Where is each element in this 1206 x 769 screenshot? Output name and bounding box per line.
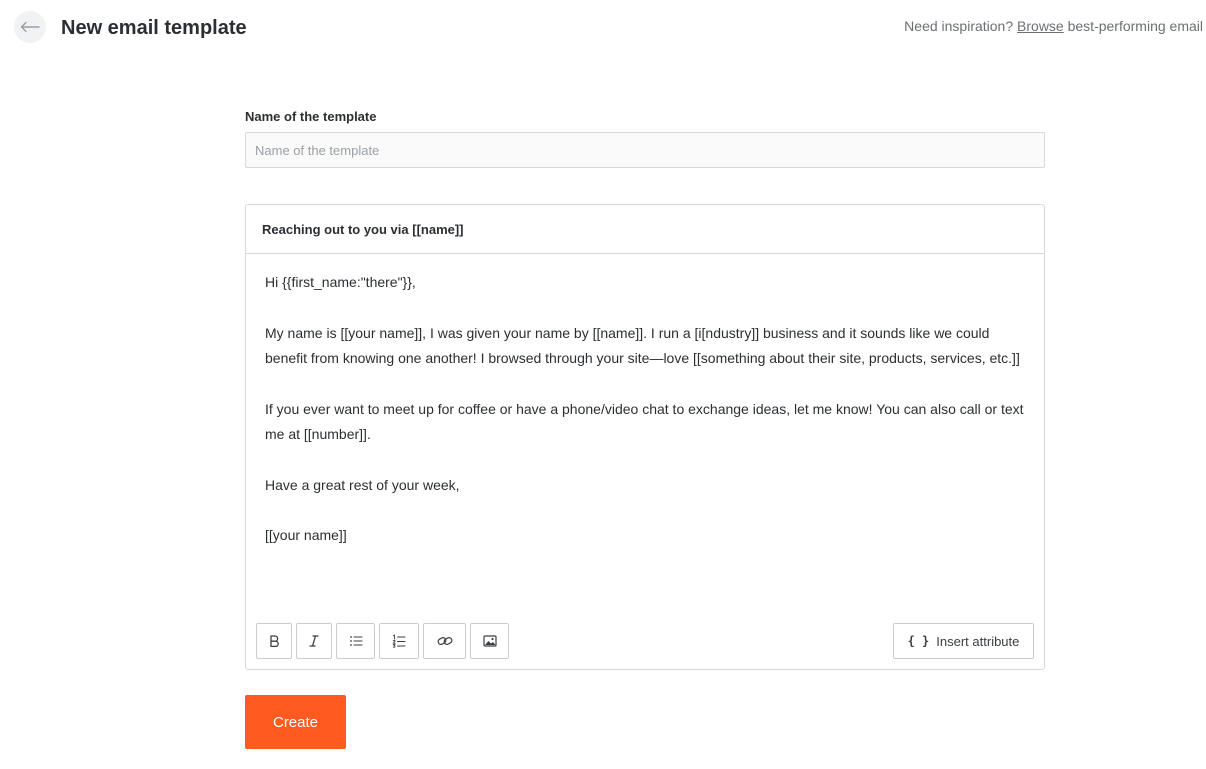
arrow-left-icon [20, 21, 40, 33]
back-button[interactable] [14, 11, 46, 43]
template-name-label: Name of the template [245, 109, 377, 124]
numbered-list-icon [392, 634, 406, 648]
browse-link[interactable]: Browse [1017, 18, 1064, 34]
image-icon [483, 634, 497, 648]
bold-icon [267, 634, 281, 648]
editor-toolbar [256, 623, 1034, 659]
inspiration-text [904, 17, 1203, 35]
body-paragraph: Hi {{first_name:"there"}}, [265, 274, 416, 290]
inspiration-prefix: Need inspiration? [904, 18, 1018, 34]
create-button[interactable]: Create [245, 695, 346, 749]
braces-icon: { } [907, 634, 930, 648]
email-editor [245, 204, 1045, 670]
template-form [245, 108, 1045, 749]
body-paragraph: My name is [[your name]], I was given your name by [[name]]. I run a [i[ndustry]] business and it sounds like we could benefit from knowing one another! I browsed through your site—love [[something about their site, products, services, etc.]] [265, 324, 1020, 366]
template-name-input[interactable] [245, 132, 1045, 168]
inspiration-suffix: best-performing email [1063, 18, 1203, 34]
italic-icon [307, 634, 321, 648]
bullet-list-button[interactable] [336, 623, 375, 659]
bullet-list-icon [349, 634, 363, 648]
numbered-list-button[interactable] [379, 623, 419, 659]
insert-attribute-button[interactable] [893, 623, 1034, 659]
body-paragraph: Have a great rest of your week, [265, 476, 460, 493]
email-body[interactable] [246, 254, 1044, 549]
body-paragraph: If you ever want to meet up for coffee or have a phone/video chat to exchange ideas, let me know! You can also call or text me at [[number]]. [265, 400, 1024, 442]
image-button[interactable] [470, 623, 509, 659]
link-icon [437, 634, 453, 648]
link-button[interactable] [423, 623, 466, 659]
bold-button[interactable] [256, 623, 292, 659]
body-paragraph: [[your name]] [265, 527, 347, 543]
insert-attribute-label: Insert attribute [936, 633, 1020, 649]
page-title: New email template [61, 17, 247, 39]
email-subject[interactable]: Reaching out to you via [[name]] [246, 205, 1044, 254]
italic-button[interactable] [296, 623, 332, 659]
